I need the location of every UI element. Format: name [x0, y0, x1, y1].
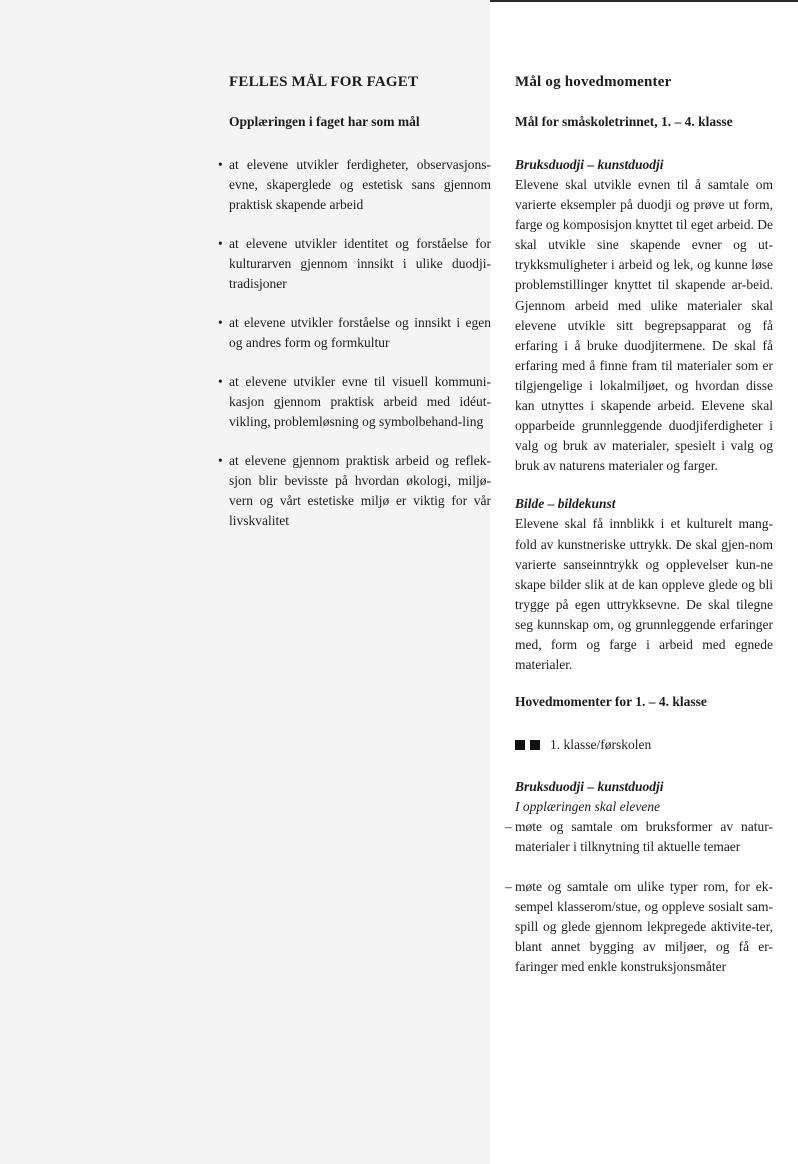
goal-bullet — [218, 372, 491, 432]
dash-list — [505, 817, 773, 977]
goal-bullet — [218, 451, 491, 531]
section-intro: I opplæringen skal elevene — [515, 799, 661, 815]
right-column — [505, 70, 773, 997]
goal-bullet-text: at elevene utvikler ferdigheter, observasjons-evne, skaperglede og estetisk sans gjennom praktisk skapende arbeid — [229, 157, 491, 212]
dash-item-text: møte og samtale om bruksformer av natur-materialer i tilknytning til aktuelle temaer — [515, 819, 773, 855]
left-title: FELLES MÅL FOR FAGET — [229, 74, 419, 90]
left-column — [218, 70, 491, 550]
dash-icon: – — [505, 879, 512, 895]
dash-item-text: møte og samtale om ulike typer rom, for ek-sempel klasserom/stue, og oppleve sosialt sam-spill og glede gjennom lekpregede aktivite-ter, blant annet bygging av miljøer, og få er-faringer med enkle konstruksjonsmåter — [515, 879, 773, 975]
section-text-bruksduodji: Elevene skal utvikle evnen til å samtale om varierte eksempler på duodji og prøve ut form, farge og komposisjon knyttet til eget arbeid. De skal utvikle sine skapende evner og ut-trykksmuligheter i arbeid og lek, og kunne løse problemstillinger knyttet til skapende ar-beid. Gjennom arbeid med ulike materialer skal elevene utvikle sitt begrepsapparat og få erfaring i å bruke duodjitermene. De skal få erfaring med å finne fram til materialer som er tilgjengelige i lokalmiljøet, og hvordan disse kan utnyttes i skapende arbeid. Elevene skal opparbeide grunnleggende duodjiferdigheter i valg og bruk av materialer, spesielt i valg og bruk av naturens materialer og farger. — [515, 177, 773, 474]
goal-bullet — [218, 234, 491, 294]
square-icon — [530, 740, 540, 750]
bullet-icon: • — [218, 453, 223, 468]
goal-bullet-text: at elevene utvikler forståelse og innsikt i egen og andres form og formkultur — [229, 315, 491, 350]
bullet-icon: • — [218, 315, 223, 330]
top-edge-line — [490, 0, 798, 2]
dash-item — [505, 817, 773, 857]
bullet-icon: • — [218, 236, 223, 251]
goal-bullet-text: at elevene utvikler evne til visuell kommuni-kasjon gjennom praktisk arbeid med idéut-vikling, problemløsning og symbolbehand-ling — [229, 374, 491, 429]
section-heading-bruksduodji-2: Bruksduodji – kunstduodji — [515, 779, 664, 795]
goal-bullet — [218, 313, 491, 353]
hovedmomenter-heading: Hovedmomenter for 1. – 4. klasse — [515, 694, 707, 710]
bullet-icon: • — [218, 374, 223, 389]
goal-bullet-text: at elevene utvikler identitet og forståelse for kulturarven gjennom innsikt i ulike duodji-tradisjoner — [229, 236, 491, 291]
grade-label-row — [515, 735, 773, 755]
section-text-bilde: Elevene skal få innblikk i et kulturelt mang-fold av kunstneriske uttrykk. De skal gjen-nom varierte sanseinntrykk og opplevelser kun-ne skape bilder slik at de kan oppleve glede og bli trygge på egen uttrykksevne. De skal tilegne seg kunnskap om, og grunnleggende erfaringer med, form og farge i arbeid med egnede materialer. — [515, 516, 773, 673]
section-heading-bruksduodji: Bruksduodji – kunstduodji — [515, 157, 664, 172]
goal-bullet — [218, 155, 491, 215]
left-subtitle: Opplæringen i faget har som mål — [229, 114, 420, 129]
dash-icon: – — [505, 819, 512, 835]
right-title: Mål og hovedmomenter — [515, 74, 672, 90]
goal-bullet-text: at elevene gjennom praktisk arbeid og reflek-sjon blir bevisste på hvordan økologi, miljø-vern og vårt estetiske miljø er viktig for vår livskvalitet — [229, 453, 491, 528]
section-heading-bilde: Bilde – bildekunst — [515, 496, 616, 512]
right-subtitle: Mål for småskoletrinnet, 1. – 4. klasse — [515, 114, 733, 129]
grade-label: 1. klasse/førskolen — [550, 737, 652, 753]
bullet-icon: • — [218, 157, 223, 172]
goal-bullet-list — [218, 155, 491, 531]
square-icon — [515, 740, 525, 750]
dash-item — [505, 877, 773, 977]
